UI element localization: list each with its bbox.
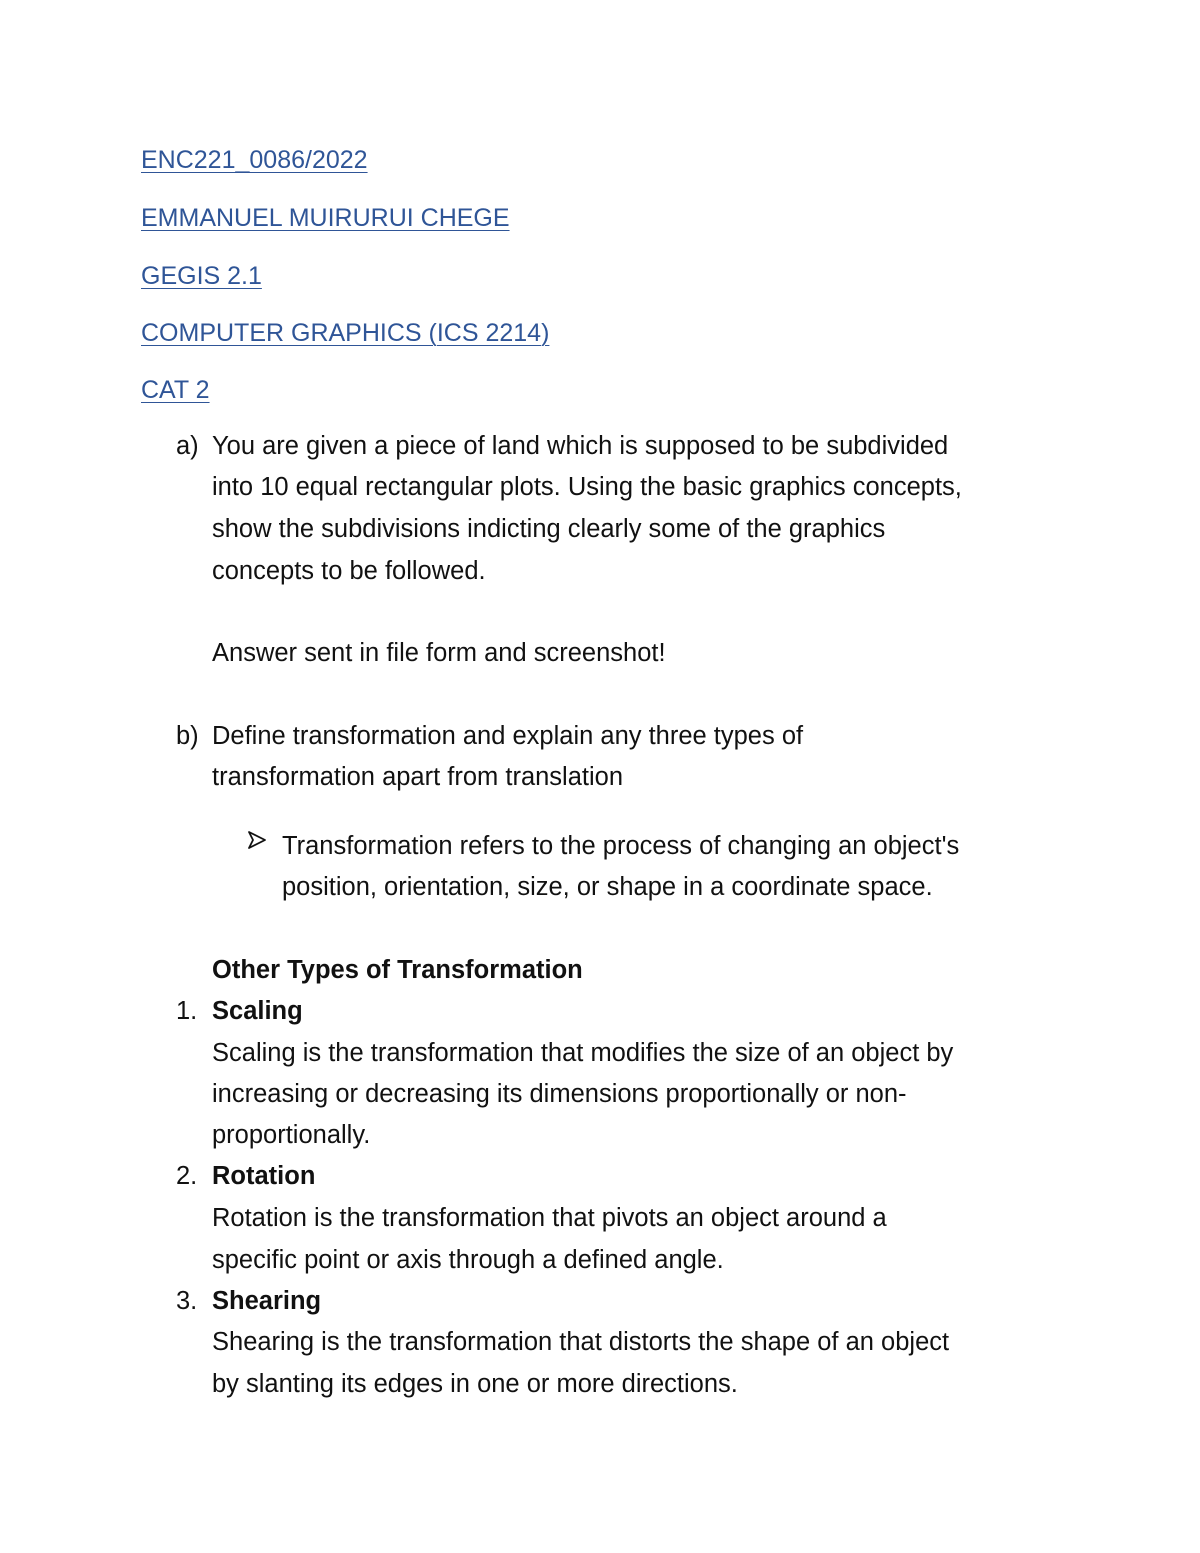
- question-b-marker: b): [176, 722, 199, 750]
- definition-line-1: Transformation refers to the process of changing an object's: [282, 832, 960, 860]
- type-1-line-3: proportionally.: [212, 1121, 371, 1149]
- student-name: EMMANUEL MUIRURUI CHEGE: [141, 204, 510, 232]
- type-1-line-1: Scaling is the transformation that modifies the size of an object by: [212, 1039, 954, 1067]
- type-3-line-1: Shearing is the transformation that distorts the shape of an object: [212, 1328, 950, 1356]
- unit-title: COMPUTER GRAPHICS (ICS 2214): [141, 319, 550, 347]
- type-2-title: Rotation: [212, 1162, 316, 1190]
- type-2-line-1: Rotation is the transformation that pivots an object around a: [212, 1204, 887, 1232]
- type-3-line-2: by slanting its edges in one or more directions.: [212, 1370, 738, 1398]
- question-a-line-2: into 10 equal rectangular plots. Using the basic graphics concepts,: [212, 473, 962, 501]
- question-b-line-1: Define transformation and explain any three types of: [212, 722, 804, 750]
- reg-number: ENC221_0086/2022: [141, 146, 368, 174]
- type-2-line-2: specific point or axis through a defined angle.: [212, 1246, 724, 1274]
- definition-line-2: position, orientation, size, or shape in a coordinate space.: [282, 873, 933, 901]
- arrow-bullet-icon: [246, 829, 268, 851]
- type-1-title: Scaling: [212, 997, 303, 1025]
- question-a-answer: Answer sent in file form and screenshot!: [212, 639, 666, 667]
- question-a-line-1: You are given a piece of land which is supposed to be subdivided: [212, 432, 949, 460]
- question-a-marker: a): [176, 432, 199, 460]
- type-3-number: 3.: [176, 1287, 198, 1315]
- type-1-number: 1.: [176, 997, 198, 1025]
- type-1-line-2: increasing or decreasing its dimensions proportionally or non-: [212, 1080, 907, 1108]
- assessment-title: CAT 2: [141, 376, 210, 404]
- question-b-line-2: transformation apart from translation: [212, 763, 624, 791]
- question-a-line-3: show the subdivisions indicting clearly some of the graphics: [212, 515, 886, 543]
- type-2-number: 2.: [176, 1162, 198, 1190]
- course-code: GEGIS 2.1: [141, 262, 262, 290]
- question-a-line-4: concepts to be followed.: [212, 557, 486, 585]
- type-3-title: Shearing: [212, 1287, 322, 1315]
- types-subheading: Other Types of Transformation: [212, 956, 583, 984]
